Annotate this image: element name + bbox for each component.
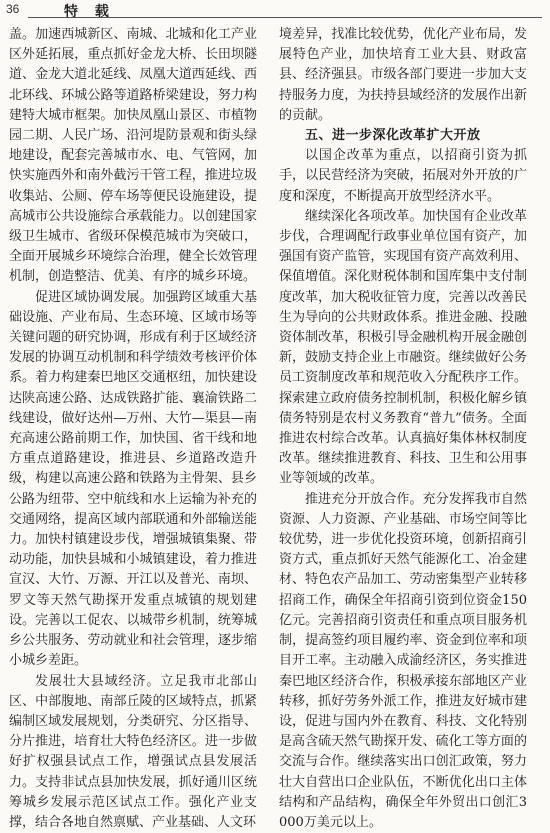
paragraph: 以国企改革为重点，以招商引资为抓手，以民营经济为突破，拓展对外开放的广度和深度，不断提高开放型经济水平。 xyxy=(279,146,527,207)
section-heading: 五、进一步深化改革扩大开放 xyxy=(279,126,527,146)
header-rule xyxy=(28,17,542,18)
paragraph: 继续深化各项改革。加快国有企业改革步伐，合理调配行政事业单位国有资产，加强国有资产监管，实现国有资产高效利用、保值增值。深化财税体制和国库集中支付制度改革，加大税收征管力度，完善以改善民生为导向的公共财政体系。推进金融、投融资体制改革，积极引导金融机构开展金融创新，鼓励支持企业上市融资。继续做好公务员工资制度改革和规范收入分配秩序工作。探索建立政府债务控制机制，积极化解乡镇债务特别是农村义务教育“普九”债务。全面推进农村综合改革。认真搞好集体林权制度改革。继续推进教育、科技、卫生和公用事业等领域的改革。 xyxy=(279,207,527,490)
paragraph: 发展壮大县域经济。立足我市北部山区、中部腹地、南部丘陵的区域特点，抓紧编制区域发展规划，分类研究、分区指导、分片推进，培育壮大特色经济区。进一步做好扩权强县试点工作，增强试点县发展活力。支持非试点县加快发展，抓好通川区统筹城乡发展示范区试点工作。强化产业支撑，结合各地自然禀赋、产业基础、人文环 xyxy=(9,672,257,833)
left-column xyxy=(9,25,257,833)
paragraph: 境差异，找准比较优势，优化产业布局，发展特色产业，加快培育工业大县、财政富县、经济强县。市级各部门要进一步加大支持服务力度，为扶持县域经济的发展作出新的贡献。 xyxy=(279,25,527,126)
paragraph: 推进充分开放合作。充分发挥我市自然资源、人力资源、产业基础、市场空间等比较优势，进一步优化投资环境，创新招商引资方式，重点抓好天然气能源化工、冶金建材、特色农产品加工、劳动密集型产业转移招商工作，确保全年招商引资到位资金150亿元。完善招商引资责任和重点项目服务机制，提高签约项目履约率、资金到位率和项目开工率。主动融入成渝经济区，务实推进秦巴地区经济合作，积极承接东部地区产业转移，抓好劳务外派工作，推进友好城市建设，促进与国内外在教育、科技、文化特别是高含硫天然气勘探开发、硫化工等方面的交流与合作。继续落实出口创汇政策，努力壮大自营出口企业队伍，不断优化出口主体结构和产品结构，确保全年外贸出口创汇3 000万美元以上。 xyxy=(279,490,527,833)
page-number: 36 xyxy=(6,2,19,16)
paragraph: 盖。加速西城新区、南城、北城和化工产业区外延拓展，重点抓好金龙大桥、长田坝隧道、金龙大道北延线、凤凰大道西延线、西北环线、环城公路等道路桥梁建设，努力构建特大城市框架。加快凤凰山景区、市植物园二期、人民广场、沿河堤防景观和街头绿地建设，配套完善城市水、电、气管网，加快实施西外和南外截污干管工程，推进垃圾收集站、公厕、停车场等便民设施建设，提高城市公共设施综合承载能力。以创建国家级卫生城市、省级环保模范城市为突破口，全面开展城乡环境综合治理，健全长效管理机制，创造整洁、优美、有序的城乡环境。 xyxy=(9,25,257,288)
page-header xyxy=(6,0,542,20)
section-tag: 特 载 xyxy=(64,1,115,21)
right-column xyxy=(279,25,527,833)
paragraph: 促进区域协调发展。加强跨区域重大基础设施、产业布局、生态环境、区域市场等关键问题的研究协调，形成有利于区域经济发展的协调互动机制和科学绩效考核评价体系。着力构建秦巴地区交通枢纽，加快建设达陕高速公路、达成铁路扩能、襄渝铁路二线建设，做好达州—万州、大竹—渠县—南充高速公路前期工作，加快国、省干线和地方重点道路建设，推进县、乡道路改造升级，构建以高速公路和铁路为主骨架、县乡公路为纽带、空中航线和水上运输为补充的交通网络，提高区域内部联通和外部输送能力。加快村镇建设步伐，增强城镇集聚、带动功能，加快县城和小城镇建设，着力推进宣汉、大竹、万源、开江以及普光、南坝、罗文等天然气勘探开发重点城镇的规划建设。完善以工促农、以城带乡机制，统筹城乡公共服务、劳动就业和社会管理，逐步缩小城乡差距。 xyxy=(9,288,257,672)
